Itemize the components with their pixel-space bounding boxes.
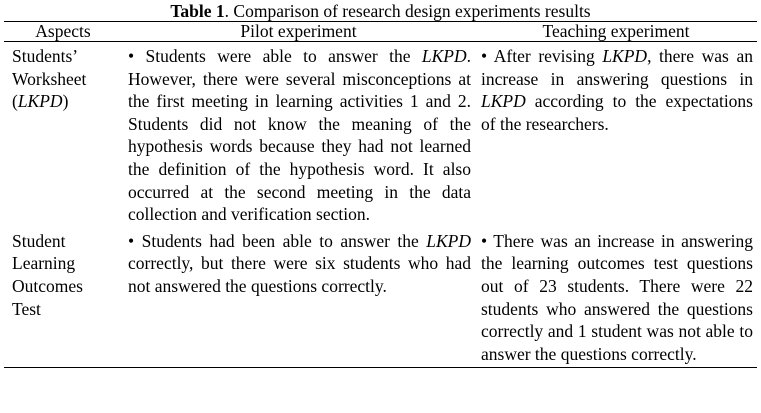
teaching-cell [475, 229, 757, 368]
header-aspects: Aspects [35, 21, 91, 41]
pilot-text-part: correctly, but there were six students who had not answered the questions correctly. [128, 253, 471, 296]
table-header-row [4, 22, 757, 42]
pilot-text-em: LKPD [426, 230, 471, 251]
table-row [4, 42, 757, 229]
table-caption [0, 0, 761, 22]
aspect-cell [4, 42, 122, 229]
teaching-text-em: LKPD [602, 46, 648, 66]
aspect-cell [4, 229, 122, 368]
aspect-line: Student [12, 230, 66, 251]
pilot-text-part: • Students were able to answer the [128, 46, 422, 66]
pilot-text [128, 230, 471, 298]
aspect-line: Outcomes [12, 275, 83, 296]
aspect-line: (LKPD) [12, 91, 69, 112]
pilot-text-part: • Students had been able to answer the [128, 230, 427, 251]
teaching-text-em: LKPD [481, 91, 526, 112]
pilot-cell [122, 42, 475, 229]
header-pilot-experiment: Pilot experiment [240, 21, 357, 41]
aspect-line: Test [12, 298, 41, 319]
teaching-text-part: according to the expectations of the researchers. [481, 91, 753, 134]
table-caption-text: . Comparison of research design experiments results [224, 1, 591, 21]
header-teaching-experiment: Teaching experiment [542, 21, 690, 41]
pilot-text [128, 45, 471, 226]
teaching-text [481, 45, 753, 135]
aspect-line: Worksheet [12, 68, 87, 89]
teaching-text-part: , there was an increase in answering questions in [481, 46, 753, 89]
table-row [4, 229, 757, 368]
teaching-cell [475, 42, 757, 229]
pilot-text-em: LKPD [421, 46, 467, 66]
aspect-line: Learning [12, 253, 76, 274]
teaching-text-part: • After revising [481, 46, 603, 66]
comparison-table [4, 21, 757, 368]
pilot-cell [122, 229, 475, 368]
table-caption-label: Table 1 [170, 1, 225, 21]
aspect-line-em: LKPD [17, 91, 63, 112]
teaching-text: • There was an increase in answering the learning outcomes test questions out of 23 students. There were 22 students who answered the questions correctly and 1 student was not able to answer the questions correctly. [481, 230, 753, 364]
pilot-text-part: . However, there were several misconceptions at the first meeting in learning activities 1 and 2. Students did not know the meaning of the hypothesis words because they had not learned the definition of the hypothesis word. It also occurred at the second meeting in the data collection and verification section. [128, 46, 471, 225]
aspect-line: Students’ [12, 46, 79, 66]
